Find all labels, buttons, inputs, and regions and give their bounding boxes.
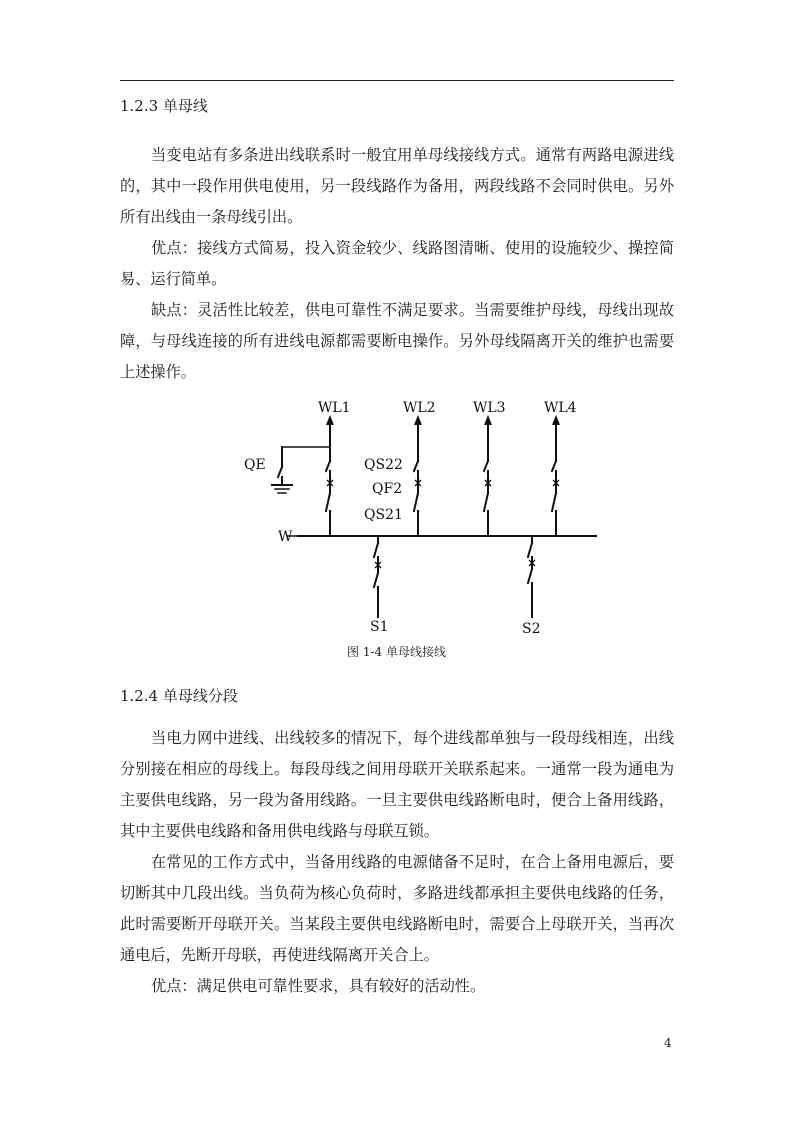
label-qs22: QS22 [364,457,403,473]
label-s1: S1 [370,619,389,635]
label-wl2: WL2 [403,400,436,416]
label-wl3: WL3 [473,400,506,416]
label-qs21: QS21 [364,507,403,523]
wl3-arrow [484,415,492,425]
section-heading-1-2-3: 1.2.3 单母线 [120,97,208,115]
paragraph-intro: 当变电站有多条进出线联系时一般宜用单母线接线方式。通常有两路电源进线的，其中一段作用供电使用，另一段线路作为备用，两段线路不会同时供电。另外所有出线由一条母线引出。 [120,146,674,226]
label-s2: S2 [522,621,541,637]
wl1-arrow [326,415,334,425]
paragraph-working-mode: 在常见的工作方式中，当备用线路的电源储备不足时，在合上备用电源后，要切断其中几段出线。当负荷为核心负荷时，多路进线都承担主要供电线路的任务，此时需要断开母联开关。当某段主要供电线路断电时，需要合上母联开关，当再次通电后，先断开母联，再使进线隔离开关合上。 [120,853,674,964]
outgoing-s2 [528,536,532,617]
feeder-wl1 [326,423,330,536]
label-w: W [278,529,293,545]
single-busbar-diagram [230,395,610,640]
feeder-wl4 [552,423,556,536]
wl2-arrow [414,415,422,425]
outgoing-s1 [374,536,378,617]
paragraph-sectioned-advantages: 优点：满足供电可靠性要求，具有较好的活动性。 [151,977,486,995]
label-wl4: WL4 [544,400,577,416]
figure-caption: 图 1-4 单母线接线 [347,645,446,659]
header-rule [120,80,674,81]
feeder-wl3 [484,423,488,536]
paragraph-disadvantages: 缺点：灵活性比较差，供电可靠性不满足要求。当需要维护母线，母线出现故障，与母线连接的所有进线电源都需要断电操作。另外母线隔离开关的维护也需要上述操作。 [120,301,674,381]
paragraph-advantages: 优点：接线方式简易，投入资金较少、线路图清晰、使用的设施较少、操控简易、运行简单。 [120,239,674,288]
feeder-wl2 [414,423,418,536]
earthing-switch-qe [272,447,330,493]
label-qf2: QF2 [372,481,403,497]
label-wl1: WL1 [318,400,351,416]
paragraph-sectioned-intro: 当电力网中进线、出线较多的情况下，每个进线都单独与一段母线相连，出线分别接在相应的母线上。每段母线之间用母联开关联系起来。一通常一段为通电为主要供电线路，另一段为备用线路。一旦主要供电线路断电时，便合上备用线路，其中主要供电线路和备用供电线路与母联互锁。 [120,729,674,840]
label-qe: QE [244,457,266,473]
wl4-arrow [552,415,560,425]
page-number: 4 [664,1036,672,1050]
section-heading-1-2-4: 1.2.4 单母线分段 [120,687,238,705]
